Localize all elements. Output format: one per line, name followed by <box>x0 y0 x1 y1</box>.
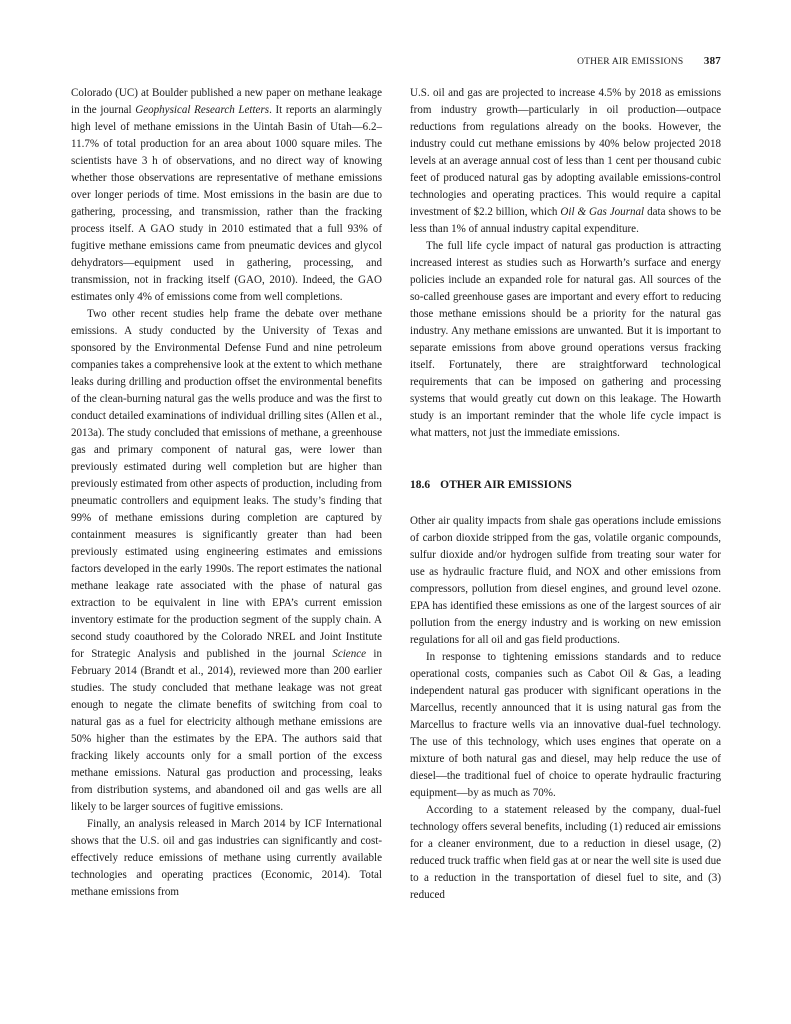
paragraph-right-2: The full life cycle impact of natural gas production is attracting increased interest as studies such as Horwarth’s surface and energy policies include an expanded role for natural gas. All sources of the so-called greenhouse gases are important and every effort to reducing those methane emissions should be a priority for the natural gas industry. Any methane emissions are unwanted. But it is important to separate emissions from above ground operations versus fracking itself. Fortunately, there are straightforward technological requirements that can be imposed on gathering and processing systems that would greatly cut down on this leakage. The Howarth study is an important reminder that the whole life cycle impact is what matters, not just the immediate emissions. <box>410 240 721 439</box>
journal-title: Oil & Gas Journal <box>560 206 645 218</box>
section-heading <box>410 477 721 494</box>
paragraph-right-5: According to a statement released by the company, dual-fuel technology offers several benefits, including (1) reduced air emissions for a cleaner environment, due to a reduction in diesel usage, (2) reduced truck traffic when field gas at or near the well site is used due to a reduction in the transportation of diesel fuel to site, and (3) reduced <box>410 804 721 901</box>
paragraph-left-3: Finally, an analysis released in March 2014 by ICF International shows that the U.S. oil and gas industries can significantly and cost-effectively reduce emissions of methane using currently available technologies and operating practices (Economic, 2014). Total methane emissions from <box>71 818 382 898</box>
paragraph-right-1: U.S. oil and gas are projected to increase 4.5% by 2018 as emissions from industry growth—particularly in oil production—outpace reductions from regulations already on the books. However, the industry could cut methane emissions by 40% below projected 2018 levels at an average annual cost of less than 1 cent per thousand cubic feet of produced natural gas by adopting available emissions-control technologies and operating practices. This would require a capital investment of $2.2 billion, which Oil & Gas Journal data shows to be less than 1% of annual industry capital expenditure. <box>410 87 721 235</box>
journal-title: Geophysical Research Letters <box>135 104 270 116</box>
paragraph-right-3: Other air quality impacts from shale gas operations include emissions of carbon dioxide stripped from the gas, volatile organic compounds, sulfur dioxide and/or hydrogen sulfide from treating sour water for use as hydraulic fracture fluid, and NOX and other emissions from compressors, pollution from diesel engines, and ground level ozone. EPA has identified these emissions as one of the largest sources of air pollution from the energy industry and is working on new emission regulations for all oil and gas field productions. <box>410 515 721 646</box>
paragraph-left-2: Two other recent studies help frame the debate over methane emissions. A study conducted by the University of Texas and sponsored by the Environmental Defense Fund and nine petroleum companies takes a comprehensive look at the extent to which methane leaks during drilling and production offset the environmental benefits of the clean-burning natural gas the wells produce and was the first to conduct detailed examinations of individual drilling sites (Allen et al., 2013a). The study concluded that emissions of methane, a greenhouse gas and primary component of natural gas, were lower than previously estimated during well completion but are higher than previously estimated from other aspects of production, including from pneumatic controllers and equipment leaks. The study’s finding that 99% of methane emissions during completion are captured by containment measures is significantly greater than had been previously estimated using engineering estimates and emissions factors developed in the early 1990s. The report estimates the national methane leakage rate associated with the phase of natural gas extraction to be equivalent in line with EPA’s current emission inventory estimate for the production segment of the supply chain. A second study coauthored by the Colorado NREL and Joint Institute for Strategic Analysis and published in the journal Science in February 2014 (Brandt et al., 2014), reviewed more than 200 earlier studies. The study concluded that methane leakage was not great enough to negate the climate benefits of switching from coal to natural gas as a fuel for electricity although methane emissions are 50% higher than the estimates by the EPA. The authors said that fracking likely accounts only for a small portion of the excess methane emissions. Natural gas production and processing, leaks from distribution systems, and abandoned oil and gas wells are all likely to be larger sources of fugitive emissions. <box>71 308 382 813</box>
paragraph-left-1: Colorado (UC) at Boulder published a new paper on methane leakage in the journal Geophysical Research Letters. It reports an alarmingly high level of methane emissions in the Uintah Basin of Utah—6.2–11.7% of total production for an area about 1000 square miles. The scientists have 3 h of observations, and no direct way of knowing whether those observations are representative of methane emissions over longer periods of time. Most emissions in the basin are due to gathering, processing, and transmission, rather than the fracking process itself. A GAO study in 2010 estimated that a full 93% of fugitive methane emissions came from pneumatic devices and glycol dehydrators—equipment used in gathering, processing, and transmission, not in fracking itself (GAO, 2010). Indeed, the GAO estimates only 4% of emissions come from well completions. <box>71 87 383 303</box>
journal-title: Science <box>332 648 367 660</box>
running-header <box>410 55 721 67</box>
section-number: 18.6 <box>410 479 431 491</box>
running-head-title: OTHER AIR EMISSIONS <box>577 57 684 67</box>
page-number: 387 <box>703 55 721 67</box>
paragraph-right-4: In response to tightening emissions standards and to reduce operational costs, companies such as Cabot Oil & Gas, a leading independent natural gas producer with significant operations in the Marcellus, recently announced that it is using natural gas from the Marcellus to fracture wells via an innovative dual-fuel technology. The use of this technology, which uses engines that operate on a mixture of both natural gas and diesel, may help reduce the use of diesel—the traditional fuel of choice to operate hydraulic fracturing equipment—by as much as 70%. <box>410 651 721 799</box>
right-column <box>410 85 721 904</box>
section-title: OTHER AIR EMISSIONS <box>440 479 572 491</box>
left-column <box>71 85 382 901</box>
